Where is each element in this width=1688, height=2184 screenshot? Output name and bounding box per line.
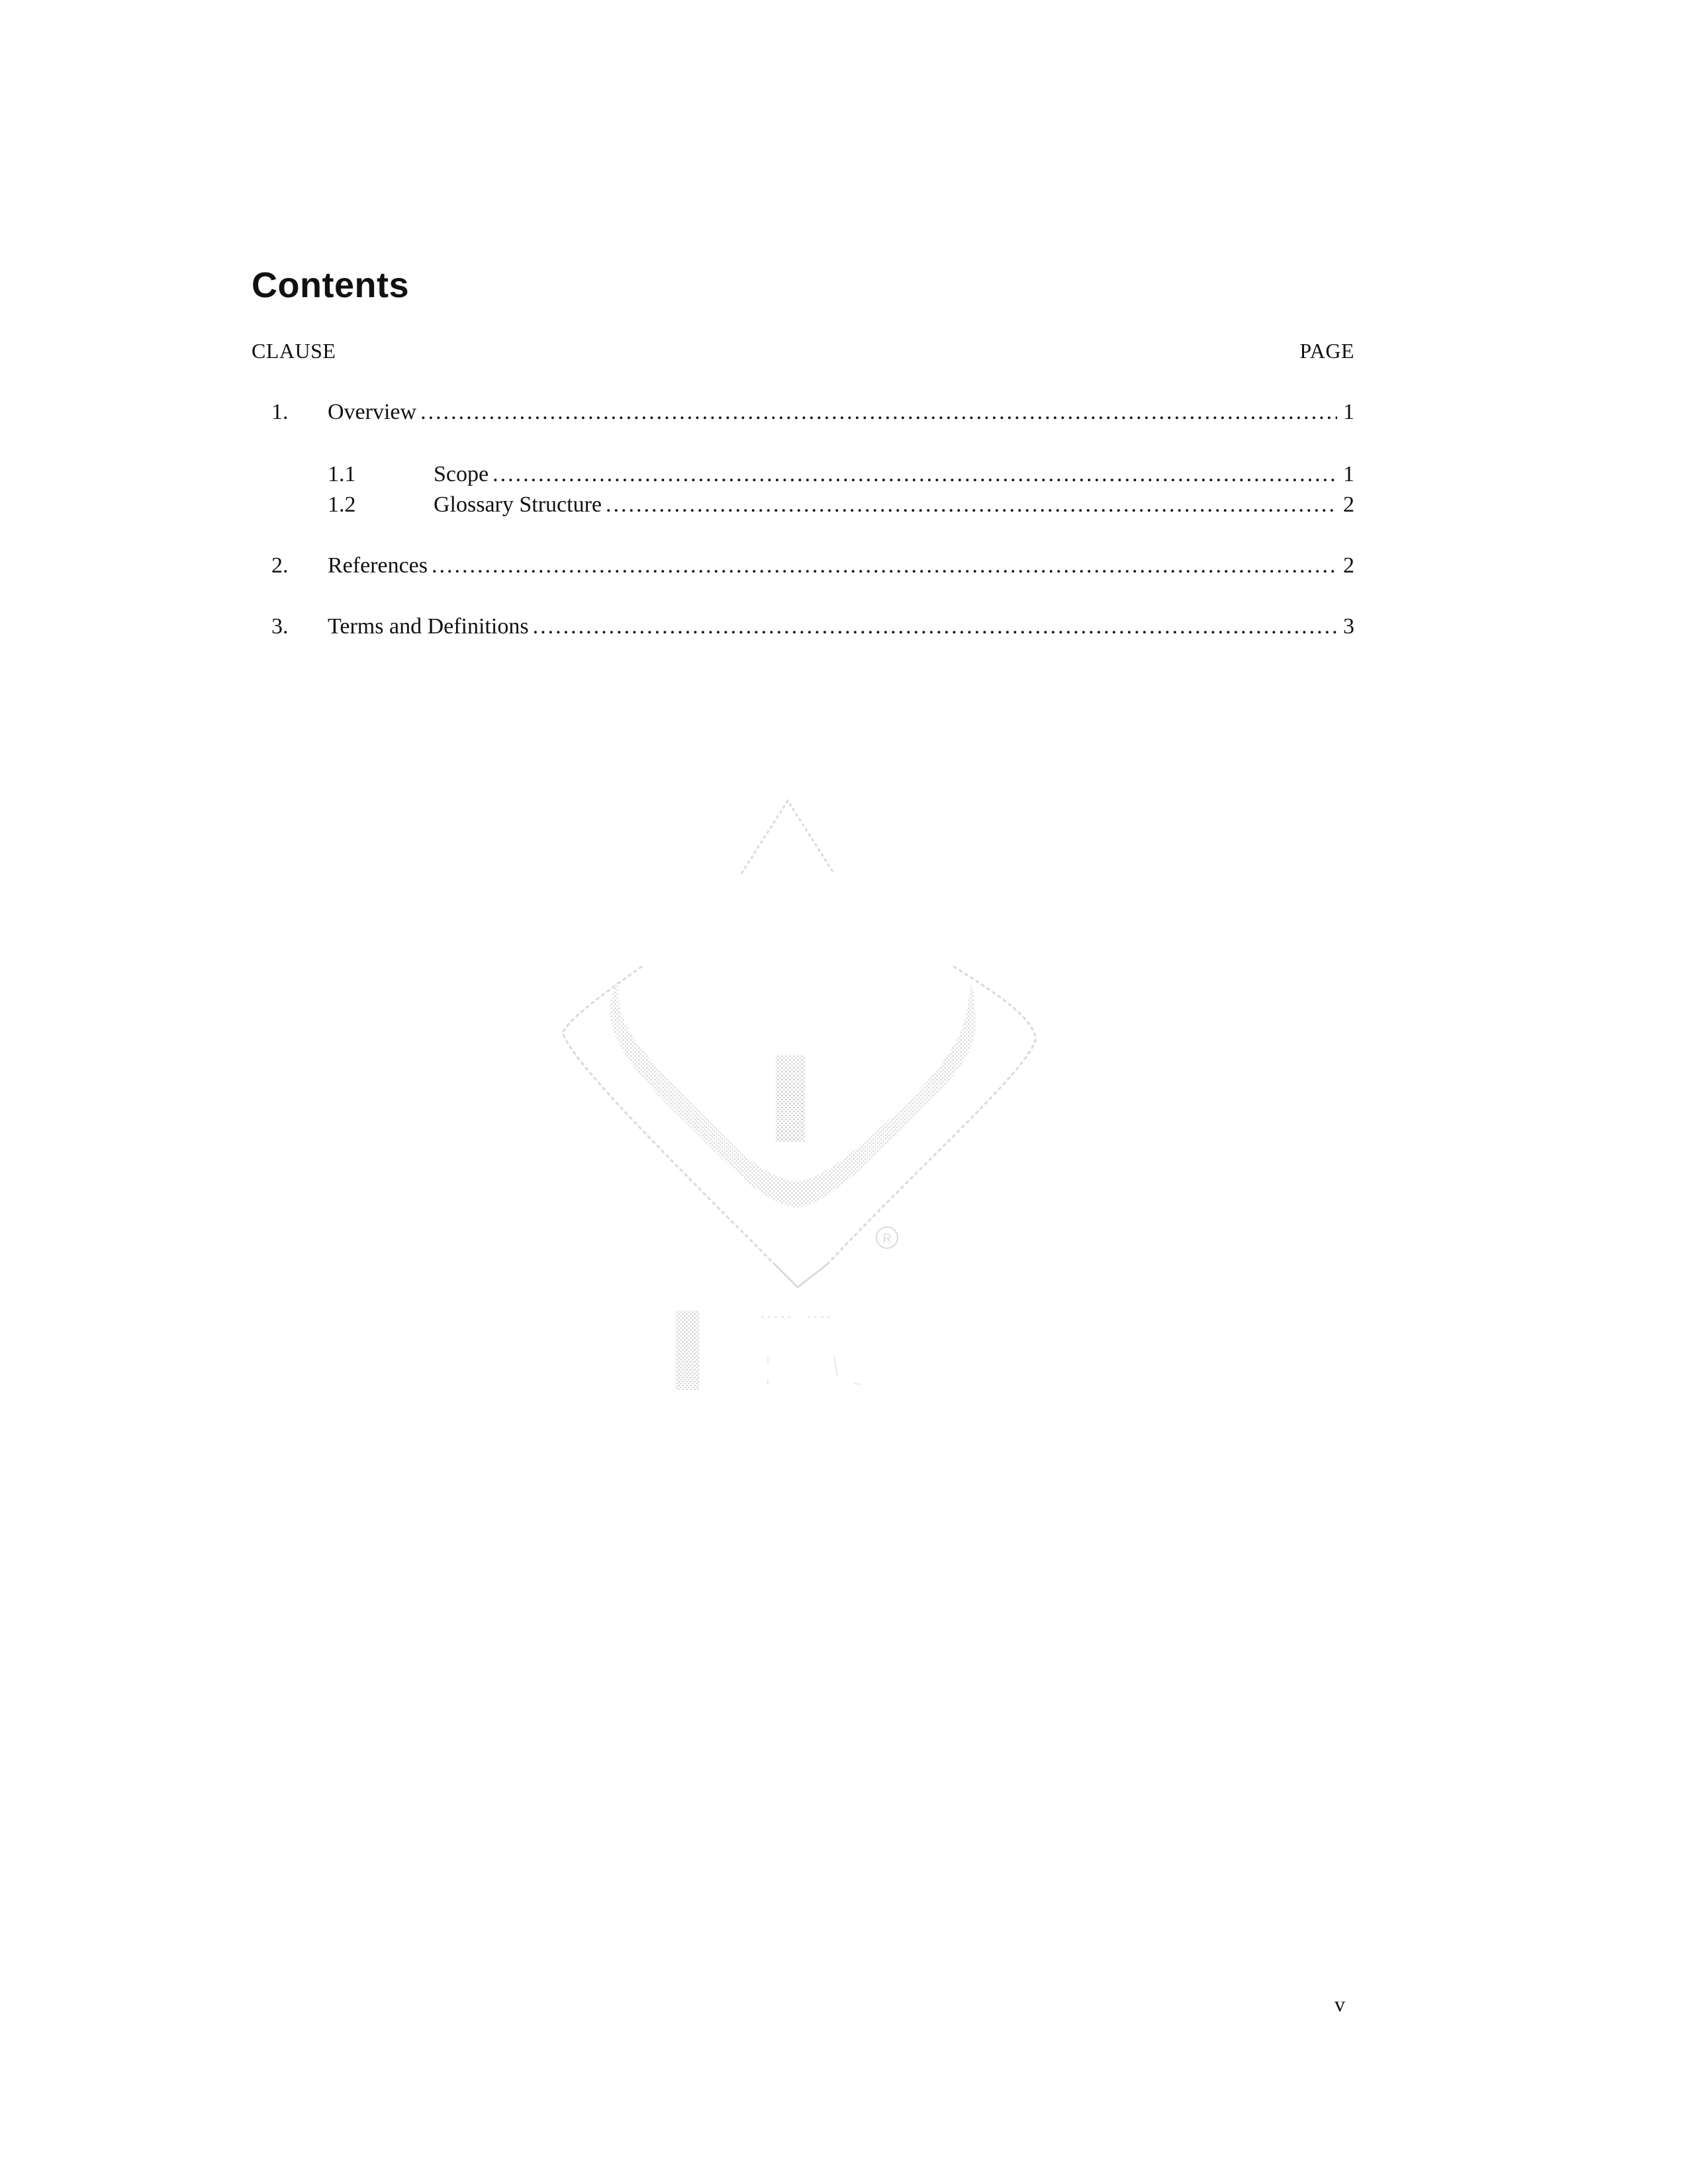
page-number: v — [1335, 1992, 1345, 2016]
toc-entry-terms-and-definitions[interactable] — [252, 612, 1354, 642]
watermark-top-point — [741, 801, 834, 874]
toc-entry-page: 2 — [1343, 492, 1354, 517]
toc-entry-page: 3 — [1343, 614, 1354, 639]
toc-entry-references[interactable] — [252, 551, 1354, 581]
toc-entry-title: References — [328, 553, 428, 578]
toc-entry-glossary-structure[interactable] — [252, 490, 1354, 520]
dot-leader — [432, 551, 1337, 581]
watermark-center-bar — [776, 1056, 805, 1142]
toc-entry-title: Scope — [434, 462, 489, 486]
dot-leader — [606, 490, 1337, 520]
toc-entry-number: 1.1 — [328, 462, 356, 486]
registered-mark-letter: R — [882, 1232, 892, 1245]
clause-column-header: CLAUSE — [252, 339, 336, 363]
watermark-letter-i — [675, 1310, 699, 1390]
toc-entry-page: 1 — [1343, 462, 1354, 486]
ieee-watermark-logo — [543, 781, 1072, 1403]
toc-entry-page: 2 — [1343, 553, 1354, 578]
watermark-outer-left — [563, 966, 774, 1264]
contents-heading: Contents — [252, 265, 409, 305]
toc-entry-page: 1 — [1343, 400, 1354, 424]
watermark-bottom-tip — [774, 1264, 827, 1287]
toc-entry-scope[interactable] — [252, 459, 1354, 490]
toc-entry-number: 1. — [271, 400, 289, 424]
toc-entry-number: 2. — [271, 553, 289, 578]
page-column-header: PAGE — [1299, 339, 1354, 363]
dot-leader — [420, 397, 1337, 428]
toc-entry-number: 1.2 — [328, 492, 356, 517]
dot-leader — [492, 459, 1337, 490]
toc-entry-number: 3. — [271, 614, 289, 639]
watermark-outer-right — [827, 966, 1036, 1264]
toc-entry-title: Overview — [328, 400, 417, 424]
toc-entry-title: Terms and Definitions — [328, 614, 529, 639]
dot-leader — [533, 612, 1337, 642]
toc-entry-title: Glossary Structure — [434, 492, 602, 517]
toc-entry-overview[interactable] — [252, 397, 1354, 428]
